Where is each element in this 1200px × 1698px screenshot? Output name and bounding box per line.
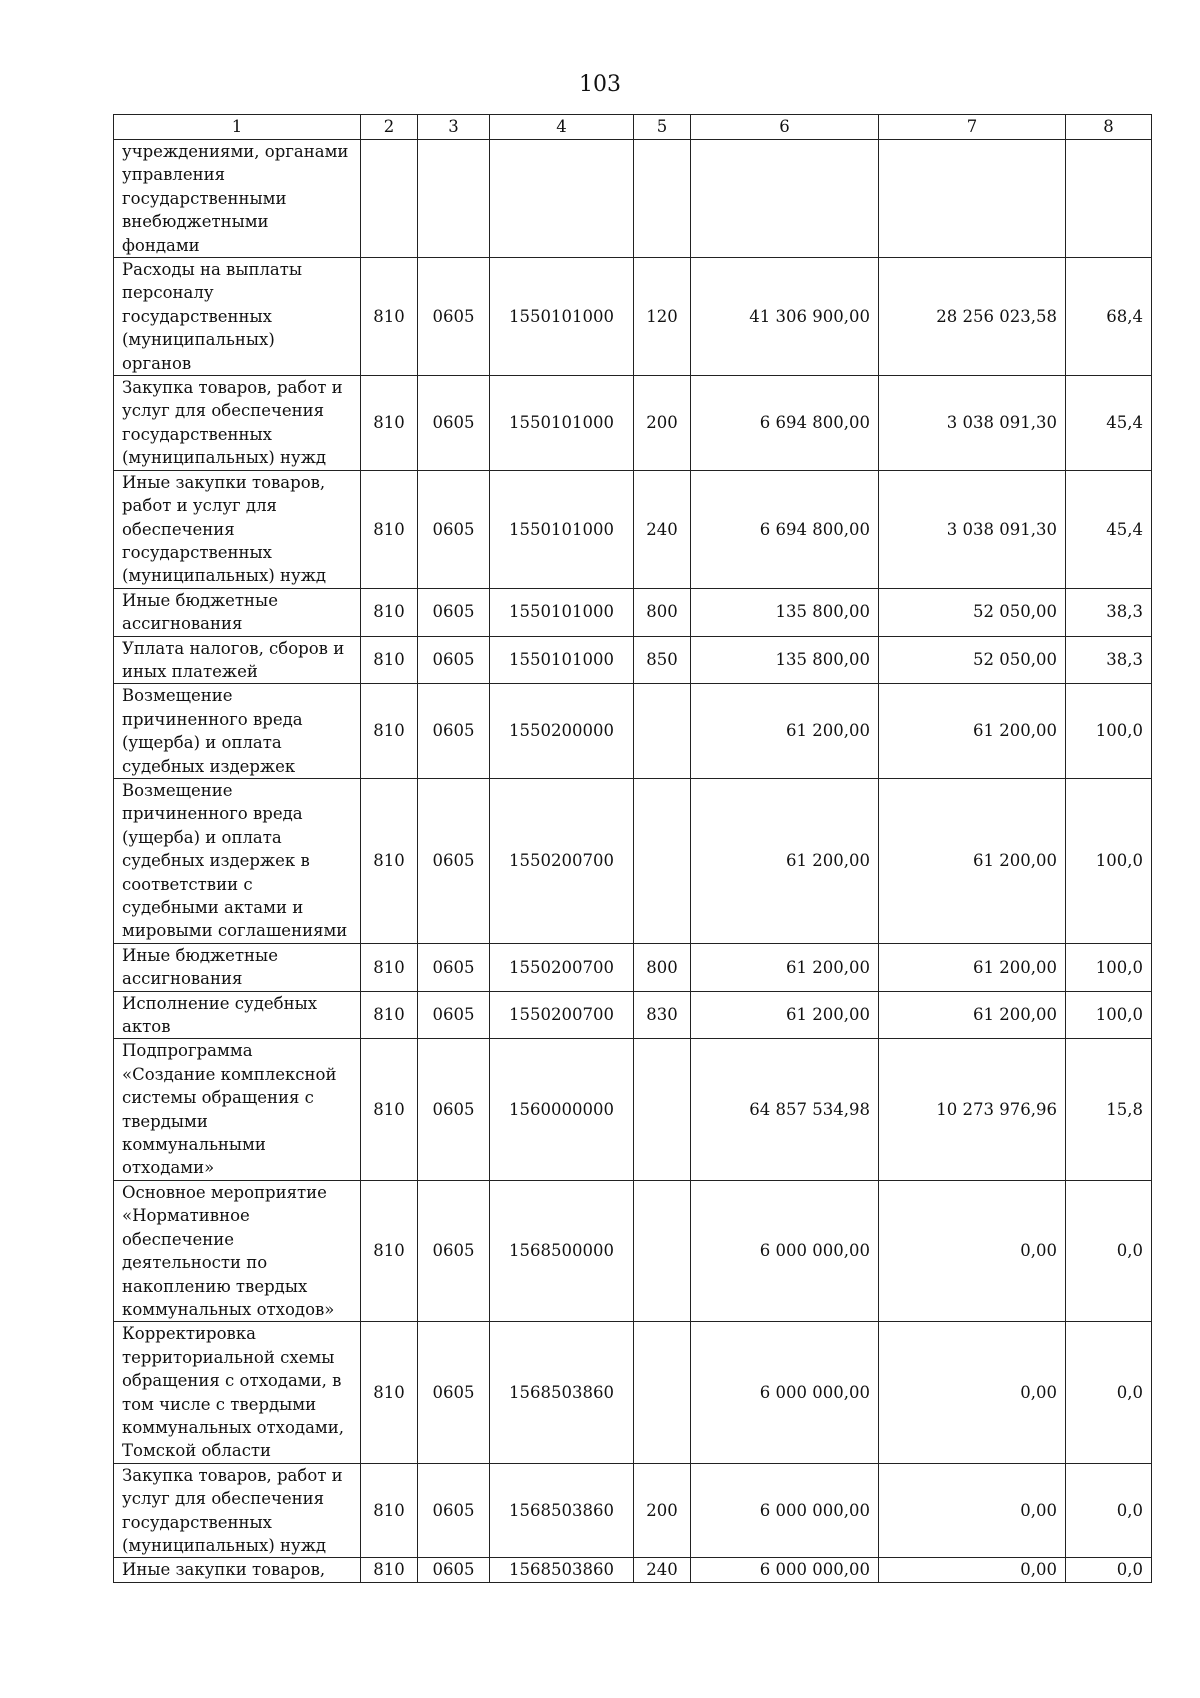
plan-cell: 6 694 800,00	[691, 376, 879, 471]
expense-type-cell	[634, 1039, 691, 1180]
plan-cell: 61 200,00	[691, 684, 879, 779]
name-cell	[114, 470, 361, 588]
expense-type-cell	[634, 1322, 691, 1463]
percent-cell: 45,4	[1066, 376, 1152, 471]
table-row	[114, 1558, 1152, 1582]
header-col-3: 3	[418, 115, 490, 140]
section-cell: 0605	[418, 943, 490, 991]
target-article-cell: 1568503860	[490, 1322, 634, 1463]
section-cell: 0605	[418, 1558, 490, 1582]
target-article-cell: 1550200000	[490, 684, 634, 779]
executed-cell: 10 273 976,96	[879, 1039, 1066, 1180]
name-line: территориальной схемы	[122, 1347, 335, 1367]
name-cell	[114, 684, 361, 779]
executed-cell: 0,00	[879, 1558, 1066, 1582]
executed-cell: 0,00	[879, 1322, 1066, 1463]
percent-cell: 100,0	[1066, 684, 1152, 779]
target-article-cell: 1550200700	[490, 778, 634, 943]
kvsr-cell: 810	[361, 258, 418, 376]
name-line: отходами»	[122, 1158, 215, 1178]
name-line: Закупка товаров, работ и	[122, 378, 343, 398]
name-line: Уплата налогов, сборов и	[122, 638, 345, 658]
percent-cell: 68,4	[1066, 258, 1152, 376]
table-row	[114, 1039, 1152, 1180]
name-line: накоплению твердых	[122, 1276, 308, 1296]
target-article-cell: 1550101000	[490, 258, 634, 376]
name-line: учреждениями, органами	[122, 142, 349, 161]
plan-cell: 135 800,00	[691, 636, 879, 684]
name-line: органов	[122, 353, 192, 373]
plan-cell	[691, 140, 879, 258]
name-line: коммунальных отходами,	[122, 1417, 344, 1437]
plan-cell: 61 200,00	[691, 991, 879, 1039]
kvsr-cell: 810	[361, 1180, 418, 1321]
target-article-cell: 1550200700	[490, 991, 634, 1039]
table-row	[114, 470, 1152, 588]
name-line: коммунальных отходов»	[122, 1299, 335, 1319]
name-line: Корректировка	[122, 1324, 256, 1344]
plan-cell: 61 200,00	[691, 943, 879, 991]
name-line: (муниципальных) нужд	[122, 566, 327, 586]
percent-cell: 0,0	[1066, 1558, 1152, 1582]
section-cell: 0605	[418, 636, 490, 684]
expense-type-cell: 800	[634, 588, 691, 636]
target-article-cell	[490, 140, 634, 258]
section-cell: 0605	[418, 470, 490, 588]
kvsr-cell: 810	[361, 1463, 418, 1558]
expense-type-cell: 240	[634, 1558, 691, 1582]
section-cell: 0605	[418, 1039, 490, 1180]
target-article-cell: 1568503860	[490, 1558, 634, 1582]
name-line: Основное мероприятие	[122, 1182, 327, 1202]
name-line: Подпрограмма	[122, 1041, 253, 1061]
name-line: Иные закупки товаров,	[122, 1560, 326, 1580]
name-cell	[114, 1039, 361, 1180]
name-line: (ущерба) и оплата	[122, 733, 282, 753]
name-cell	[114, 1180, 361, 1321]
percent-cell: 45,4	[1066, 470, 1152, 588]
executed-cell: 3 038 091,30	[879, 376, 1066, 471]
table-row	[114, 376, 1152, 471]
section-cell: 0605	[418, 1463, 490, 1558]
name-cell	[114, 588, 361, 636]
name-line: фондами	[122, 235, 200, 255]
executed-cell: 61 200,00	[879, 684, 1066, 779]
section-cell: 0605	[418, 588, 490, 636]
name-line: Исполнение судебных	[122, 993, 318, 1013]
name-line: «Нормативное	[122, 1206, 250, 1226]
percent-cell: 100,0	[1066, 778, 1152, 943]
expense-type-cell	[634, 778, 691, 943]
executed-cell	[879, 140, 1066, 258]
table-row	[114, 140, 1152, 258]
name-line: государственных	[122, 424, 272, 444]
name-line: Иные закупки товаров,	[122, 472, 326, 492]
table-row	[114, 1463, 1152, 1558]
plan-cell: 135 800,00	[691, 588, 879, 636]
target-article-cell: 1550101000	[490, 376, 634, 471]
percent-cell: 38,3	[1066, 636, 1152, 684]
name-line: (муниципальных) нужд	[122, 448, 327, 468]
kvsr-cell	[361, 140, 418, 258]
table-body	[114, 140, 1152, 1583]
name-cell	[114, 636, 361, 684]
plan-cell: 41 306 900,00	[691, 258, 879, 376]
plan-cell: 61 200,00	[691, 778, 879, 943]
expense-type-cell: 120	[634, 258, 691, 376]
table-row	[114, 588, 1152, 636]
name-line: (ущерба) и оплата	[122, 827, 282, 847]
section-cell: 0605	[418, 1180, 490, 1321]
table-row	[114, 258, 1152, 376]
section-cell: 0605	[418, 1322, 490, 1463]
name-line: ассигнования	[122, 969, 243, 989]
name-line: соответствии с	[122, 874, 253, 894]
kvsr-cell: 810	[361, 943, 418, 991]
target-article-cell: 1560000000	[490, 1039, 634, 1180]
executed-cell: 0,00	[879, 1180, 1066, 1321]
name-line: актов	[122, 1017, 171, 1037]
name-line: твердыми	[122, 1111, 208, 1131]
plan-cell: 6 000 000,00	[691, 1463, 879, 1558]
plan-cell: 6 000 000,00	[691, 1322, 879, 1463]
executed-cell: 0,00	[879, 1463, 1066, 1558]
percent-cell: 0,0	[1066, 1463, 1152, 1558]
target-article-cell: 1568503860	[490, 1463, 634, 1558]
executed-cell: 52 050,00	[879, 636, 1066, 684]
target-article-cell: 1568500000	[490, 1180, 634, 1321]
name-line: судебными актами и	[122, 898, 304, 917]
name-line: обеспечения	[122, 519, 235, 539]
header-col-5: 5	[634, 115, 691, 140]
name-cell	[114, 943, 361, 991]
expense-type-cell: 200	[634, 376, 691, 471]
table-row	[114, 636, 1152, 684]
percent-cell: 100,0	[1066, 991, 1152, 1039]
percent-cell: 0,0	[1066, 1180, 1152, 1321]
kvsr-cell: 810	[361, 991, 418, 1039]
name-line: судебных издержек в	[122, 851, 310, 871]
table-row	[114, 778, 1152, 943]
kvsr-cell: 810	[361, 588, 418, 636]
name-line: обращения с отходами, в	[122, 1371, 342, 1391]
expense-type-cell: 850	[634, 636, 691, 684]
target-article-cell: 1550101000	[490, 588, 634, 636]
name-line: ассигнования	[122, 614, 243, 634]
percent-cell: 0,0	[1066, 1322, 1152, 1463]
percent-cell: 15,8	[1066, 1039, 1152, 1180]
header-col-8: 8	[1066, 115, 1152, 140]
table-row	[114, 1322, 1152, 1463]
name-cell	[114, 258, 361, 376]
name-line: работ и услуг для	[122, 496, 277, 516]
section-cell: 0605	[418, 684, 490, 779]
executed-cell: 3 038 091,30	[879, 470, 1066, 588]
name-line: Иные бюджетные	[122, 945, 278, 965]
header-col-7: 7	[879, 115, 1066, 140]
kvsr-cell: 810	[361, 684, 418, 779]
expense-type-cell	[634, 1180, 691, 1321]
table-row	[114, 943, 1152, 991]
executed-cell: 61 200,00	[879, 991, 1066, 1039]
header-col-6: 6	[691, 115, 879, 140]
kvsr-cell: 810	[361, 1558, 418, 1582]
name-cell	[114, 140, 361, 258]
name-line: причиненного вреда	[122, 804, 303, 824]
name-line: управления	[122, 165, 226, 185]
percent-cell: 38,3	[1066, 588, 1152, 636]
name-cell	[114, 1558, 361, 1582]
kvsr-cell: 810	[361, 1039, 418, 1180]
table-row	[114, 684, 1152, 779]
name-line: коммунальными	[122, 1135, 266, 1155]
name-line: Томской области	[122, 1441, 272, 1461]
section-cell: 0605	[418, 258, 490, 376]
plan-cell: 6 694 800,00	[691, 470, 879, 588]
expense-type-cell: 240	[634, 470, 691, 588]
table-header	[114, 115, 1152, 140]
name-line: системы обращения с	[122, 1088, 314, 1108]
budget-table	[113, 114, 1152, 1583]
header-col-4: 4	[490, 115, 634, 140]
name-line: деятельности по	[122, 1253, 268, 1273]
name-cell	[114, 778, 361, 943]
section-cell: 0605	[418, 991, 490, 1039]
name-line: государственными	[122, 188, 287, 208]
name-line: «Создание комплексной	[122, 1064, 337, 1084]
plan-cell: 6 000 000,00	[691, 1558, 879, 1582]
name-line: том числе с твердыми	[122, 1394, 317, 1414]
page-number: 103	[579, 72, 621, 97]
expense-type-cell: 830	[634, 991, 691, 1039]
name-line: государственных	[122, 542, 272, 562]
name-line: (муниципальных) нужд	[122, 1535, 327, 1555]
header-row	[114, 115, 1152, 140]
name-line: судебных издержек	[122, 756, 296, 776]
header-col-2: 2	[361, 115, 418, 140]
name-line: государственных	[122, 1512, 272, 1532]
kvsr-cell: 810	[361, 1322, 418, 1463]
target-article-cell: 1550200700	[490, 943, 634, 991]
name-line: иных платежей	[122, 661, 258, 681]
name-line: (муниципальных)	[122, 330, 275, 350]
expense-type-cell: 800	[634, 943, 691, 991]
percent-cell	[1066, 140, 1152, 258]
target-article-cell: 1550101000	[490, 470, 634, 588]
name-line: персоналу	[122, 283, 214, 303]
percent-cell: 100,0	[1066, 943, 1152, 991]
executed-cell: 52 050,00	[879, 588, 1066, 636]
expense-type-cell	[634, 140, 691, 258]
plan-cell: 64 857 534,98	[691, 1039, 879, 1180]
kvsr-cell: 810	[361, 636, 418, 684]
name-line: причиненного вреда	[122, 709, 303, 729]
name-line: обеспечение	[122, 1229, 235, 1249]
expense-type-cell	[634, 684, 691, 779]
name-line: услуг для обеспечения	[122, 401, 325, 421]
name-line: мировыми соглашениями	[122, 921, 348, 941]
name-line: государственных	[122, 306, 272, 326]
executed-cell: 28 256 023,58	[879, 258, 1066, 376]
kvsr-cell: 810	[361, 376, 418, 471]
executed-cell: 61 200,00	[879, 943, 1066, 991]
kvsr-cell: 810	[361, 778, 418, 943]
table-row	[114, 991, 1152, 1039]
name-line: Расходы на выплаты	[122, 260, 303, 280]
header-col-1: 1	[114, 115, 361, 140]
plan-cell: 6 000 000,00	[691, 1180, 879, 1321]
name-line: внебюджетными	[122, 212, 269, 232]
name-line: услуг для обеспечения	[122, 1489, 325, 1509]
target-article-cell: 1550101000	[490, 636, 634, 684]
name-line: Возмещение	[122, 780, 233, 800]
name-cell	[114, 1463, 361, 1558]
name-cell	[114, 376, 361, 471]
table-row	[114, 1180, 1152, 1321]
section-cell: 0605	[418, 376, 490, 471]
section-cell	[418, 140, 490, 258]
kvsr-cell: 810	[361, 470, 418, 588]
section-cell: 0605	[418, 778, 490, 943]
expense-type-cell: 200	[634, 1463, 691, 1558]
name-line: Закупка товаров, работ и	[122, 1465, 343, 1485]
name-line: Возмещение	[122, 686, 233, 706]
name-line: Иные бюджетные	[122, 590, 278, 610]
name-cell	[114, 1322, 361, 1463]
executed-cell: 61 200,00	[879, 778, 1066, 943]
name-cell	[114, 991, 361, 1039]
